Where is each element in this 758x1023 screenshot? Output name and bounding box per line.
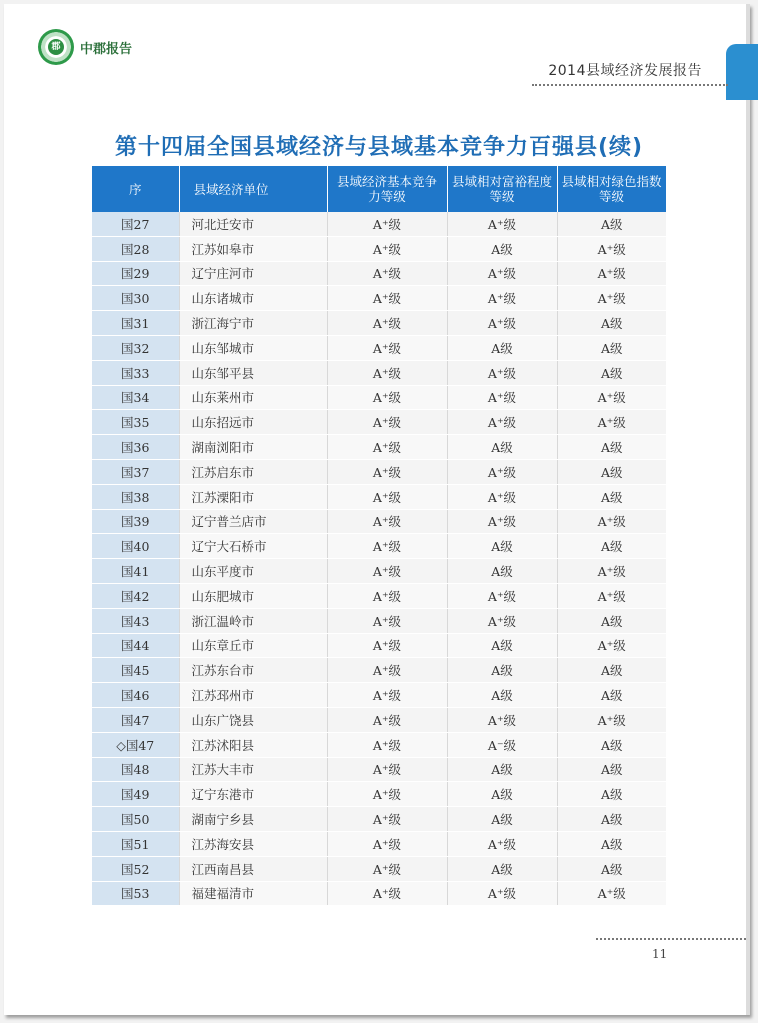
row-index: 国44 <box>92 633 179 658</box>
row-county-name: 辽宁普兰店市 <box>179 509 327 534</box>
row-competitiveness-grade: A⁺级 <box>327 583 447 608</box>
row-green-grade: A级 <box>557 807 666 832</box>
row-green-grade: A⁺级 <box>557 881 666 906</box>
row-index: 国53 <box>92 881 179 906</box>
row-county-name: 辽宁东港市 <box>179 782 327 807</box>
row-index: 国27 <box>92 212 179 236</box>
row-green-grade: A⁺级 <box>557 286 666 311</box>
row-green-grade: A级 <box>557 782 666 807</box>
row-competitiveness-grade: A⁺级 <box>327 856 447 881</box>
row-index: 国46 <box>92 683 179 708</box>
row-county-name: 山东章丘市 <box>179 633 327 658</box>
chapter-tab <box>726 44 758 100</box>
row-competitiveness-grade: A⁺级 <box>327 534 447 559</box>
row-competitiveness-grade: A⁺级 <box>327 286 447 311</box>
row-green-grade: A级 <box>557 856 666 881</box>
row-wealth-grade: A级 <box>447 559 557 584</box>
row-index: 国28 <box>92 236 179 261</box>
row-green-grade: A⁺级 <box>557 385 666 410</box>
row-competitiveness-grade: A⁺级 <box>327 261 447 286</box>
table-row <box>92 782 666 807</box>
row-county-name: 河北迁安市 <box>179 212 327 236</box>
header-divider <box>532 84 728 86</box>
row-wealth-grade: A⁺级 <box>447 410 557 435</box>
page-number: 11 <box>652 947 668 961</box>
row-index: 国45 <box>92 658 179 683</box>
row-county-name: 湖南宁乡县 <box>179 807 327 832</box>
row-county-name: 江苏东台市 <box>179 658 327 683</box>
row-green-grade: A级 <box>557 459 666 484</box>
row-wealth-grade: A⁺级 <box>447 261 557 286</box>
table-row <box>92 484 666 509</box>
table-row <box>92 683 666 708</box>
footer-divider <box>596 938 746 940</box>
row-competitiveness-grade: A⁺级 <box>327 360 447 385</box>
table-row <box>92 385 666 410</box>
row-wealth-grade: A⁺级 <box>447 286 557 311</box>
row-green-grade: A级 <box>557 683 666 708</box>
row-wealth-grade: A⁺级 <box>447 212 557 236</box>
row-competitiveness-grade: A⁺级 <box>327 236 447 261</box>
table-row <box>92 559 666 584</box>
column-header-competitiveness: 县域经济基本竞争力等级 <box>327 166 447 212</box>
row-index: 国39 <box>92 509 179 534</box>
table-row <box>92 807 666 832</box>
row-county-name: 辽宁庄河市 <box>179 261 327 286</box>
row-green-grade: A级 <box>557 831 666 856</box>
row-wealth-grade: A级 <box>447 236 557 261</box>
row-wealth-grade: A级 <box>447 435 557 460</box>
row-county-name: 山东邹城市 <box>179 335 327 360</box>
row-competitiveness-grade: A⁺级 <box>327 608 447 633</box>
table-row <box>92 732 666 757</box>
row-index: 国31 <box>92 311 179 336</box>
table-row <box>92 881 666 906</box>
brand-name: 中郡报告 <box>80 42 133 57</box>
column-header-wealth: 县域相对富裕程度等级 <box>447 166 557 212</box>
row-green-grade: A级 <box>557 608 666 633</box>
logo-icon <box>38 29 74 65</box>
row-competitiveness-grade: A⁺级 <box>327 683 447 708</box>
row-wealth-grade: A⁺级 <box>447 707 557 732</box>
table-row <box>92 707 666 732</box>
row-county-name: 辽宁大石桥市 <box>179 534 327 559</box>
row-competitiveness-grade: A⁺级 <box>327 732 447 757</box>
report-title: 2014县域经济发展报告 <box>548 63 702 79</box>
column-header-unit: 县域经济单位 <box>179 166 327 212</box>
column-header-green: 县域相对绿色指数等级 <box>557 166 666 212</box>
row-county-name: 福建福清市 <box>179 881 327 906</box>
row-county-name: 浙江海宁市 <box>179 311 327 336</box>
row-green-grade: A级 <box>557 658 666 683</box>
table-row <box>92 856 666 881</box>
table-row <box>92 633 666 658</box>
row-county-name: 山东广饶县 <box>179 707 327 732</box>
row-green-grade: A级 <box>557 484 666 509</box>
row-green-grade: A⁺级 <box>557 559 666 584</box>
row-competitiveness-grade: A⁺级 <box>327 807 447 832</box>
row-competitiveness-grade: A⁺级 <box>327 757 447 782</box>
row-wealth-grade: A⁺级 <box>447 831 557 856</box>
row-competitiveness-grade: A⁺级 <box>327 459 447 484</box>
row-wealth-grade: A级 <box>447 807 557 832</box>
row-wealth-grade: A⁺级 <box>447 360 557 385</box>
row-index: 国40 <box>92 534 179 559</box>
row-competitiveness-grade: A⁺级 <box>327 435 447 460</box>
row-county-name: 江苏邳州市 <box>179 683 327 708</box>
table-body <box>92 212 666 906</box>
row-competitiveness-grade: A⁺级 <box>327 335 447 360</box>
row-index: 国38 <box>92 484 179 509</box>
table-row <box>92 410 666 435</box>
row-index: 国49 <box>92 782 179 807</box>
row-green-grade: A⁺级 <box>557 583 666 608</box>
row-wealth-grade: A⁺级 <box>447 608 557 633</box>
row-county-name: 山东肥城市 <box>179 583 327 608</box>
row-wealth-grade: A级 <box>447 633 557 658</box>
table-row <box>92 757 666 782</box>
table-row <box>92 459 666 484</box>
row-competitiveness-grade: A⁺级 <box>327 212 447 236</box>
row-green-grade: A级 <box>557 311 666 336</box>
row-index: 国35 <box>92 410 179 435</box>
row-index: 国43 <box>92 608 179 633</box>
row-index: 国32 <box>92 335 179 360</box>
logo-mark: 郡 <box>48 39 64 55</box>
row-competitiveness-grade: A⁺级 <box>327 559 447 584</box>
table-header-row <box>92 166 666 212</box>
ranking-table <box>92 166 667 906</box>
row-county-name: 江西南昌县 <box>179 856 327 881</box>
row-wealth-grade: A⁺级 <box>447 484 557 509</box>
row-county-name: 江苏启东市 <box>179 459 327 484</box>
row-competitiveness-grade: A⁺级 <box>327 881 447 906</box>
row-competitiveness-grade: A⁺级 <box>327 633 447 658</box>
row-county-name: 江苏大丰市 <box>179 757 327 782</box>
row-competitiveness-grade: A⁺级 <box>327 782 447 807</box>
row-index: 国37 <box>92 459 179 484</box>
column-header-index: 序 <box>92 166 179 212</box>
row-county-name: 山东招远市 <box>179 410 327 435</box>
table-row <box>92 583 666 608</box>
row-green-grade: A⁺级 <box>557 509 666 534</box>
row-index: 国41 <box>92 559 179 584</box>
row-wealth-grade: A级 <box>447 335 557 360</box>
row-county-name: 江苏溧阳市 <box>179 484 327 509</box>
row-index: 国51 <box>92 831 179 856</box>
row-index: 国50 <box>92 807 179 832</box>
row-county-name: 江苏如皋市 <box>179 236 327 261</box>
row-competitiveness-grade: A⁺级 <box>327 410 447 435</box>
table-row <box>92 360 666 385</box>
row-competitiveness-grade: A⁺级 <box>327 509 447 534</box>
row-competitiveness-grade: A⁺级 <box>327 707 447 732</box>
page-title: 第十四届全国县域经济与县域基本竞争力百强县(续) <box>114 135 644 160</box>
row-green-grade: A级 <box>557 534 666 559</box>
row-wealth-grade: A级 <box>447 683 557 708</box>
row-wealth-grade: A级 <box>447 782 557 807</box>
table-row <box>92 435 666 460</box>
row-county-name: 浙江温岭市 <box>179 608 327 633</box>
table-row <box>92 311 666 336</box>
row-green-grade: A级 <box>557 732 666 757</box>
row-competitiveness-grade: A⁺级 <box>327 385 447 410</box>
row-index: 国52 <box>92 856 179 881</box>
row-index: 国48 <box>92 757 179 782</box>
table-row <box>92 335 666 360</box>
row-wealth-grade: A⁺级 <box>447 509 557 534</box>
row-index: 国30 <box>92 286 179 311</box>
table-row <box>92 534 666 559</box>
table-row <box>92 509 666 534</box>
row-index: 国47 <box>92 707 179 732</box>
row-county-name: 山东平度市 <box>179 559 327 584</box>
row-green-grade: A⁺级 <box>557 410 666 435</box>
table-row <box>92 831 666 856</box>
row-green-grade: A级 <box>557 435 666 460</box>
row-competitiveness-grade: A⁺级 <box>327 311 447 336</box>
row-wealth-grade: A级 <box>447 757 557 782</box>
row-county-name: 江苏沭阳县 <box>179 732 327 757</box>
row-wealth-grade: A⁺级 <box>447 311 557 336</box>
row-wealth-grade: A⁺级 <box>447 459 557 484</box>
table-row <box>92 212 666 236</box>
row-wealth-grade: A级 <box>447 856 557 881</box>
table-row <box>92 236 666 261</box>
row-green-grade: A⁺级 <box>557 707 666 732</box>
row-wealth-grade: A级 <box>447 534 557 559</box>
table-row <box>92 261 666 286</box>
table-row <box>92 608 666 633</box>
row-index: ◇国47 <box>92 732 179 757</box>
row-index: 国36 <box>92 435 179 460</box>
row-index: 国34 <box>92 385 179 410</box>
row-index: 国42 <box>92 583 179 608</box>
row-county-name: 山东邹平县 <box>179 360 327 385</box>
row-county-name: 湖南浏阳市 <box>179 435 327 460</box>
row-wealth-grade: A⁻级 <box>447 732 557 757</box>
row-wealth-grade: A⁺级 <box>447 385 557 410</box>
table-row <box>92 286 666 311</box>
row-green-grade: A级 <box>557 212 666 236</box>
row-wealth-grade: A级 <box>447 658 557 683</box>
row-competitiveness-grade: A⁺级 <box>327 831 447 856</box>
row-county-name: 山东莱州市 <box>179 385 327 410</box>
table-row <box>92 658 666 683</box>
row-green-grade: A⁺级 <box>557 236 666 261</box>
row-green-grade: A⁺级 <box>557 261 666 286</box>
row-green-grade: A级 <box>557 360 666 385</box>
row-competitiveness-grade: A⁺级 <box>327 658 447 683</box>
row-green-grade: A级 <box>557 335 666 360</box>
row-competitiveness-grade: A⁺级 <box>327 484 447 509</box>
row-index: 国29 <box>92 261 179 286</box>
row-green-grade: A⁺级 <box>557 633 666 658</box>
row-green-grade: A级 <box>557 757 666 782</box>
row-county-name: 江苏海安县 <box>179 831 327 856</box>
row-wealth-grade: A⁺级 <box>447 881 557 906</box>
row-index: 国33 <box>92 360 179 385</box>
row-wealth-grade: A⁺级 <box>447 583 557 608</box>
row-county-name: 山东诸城市 <box>179 286 327 311</box>
